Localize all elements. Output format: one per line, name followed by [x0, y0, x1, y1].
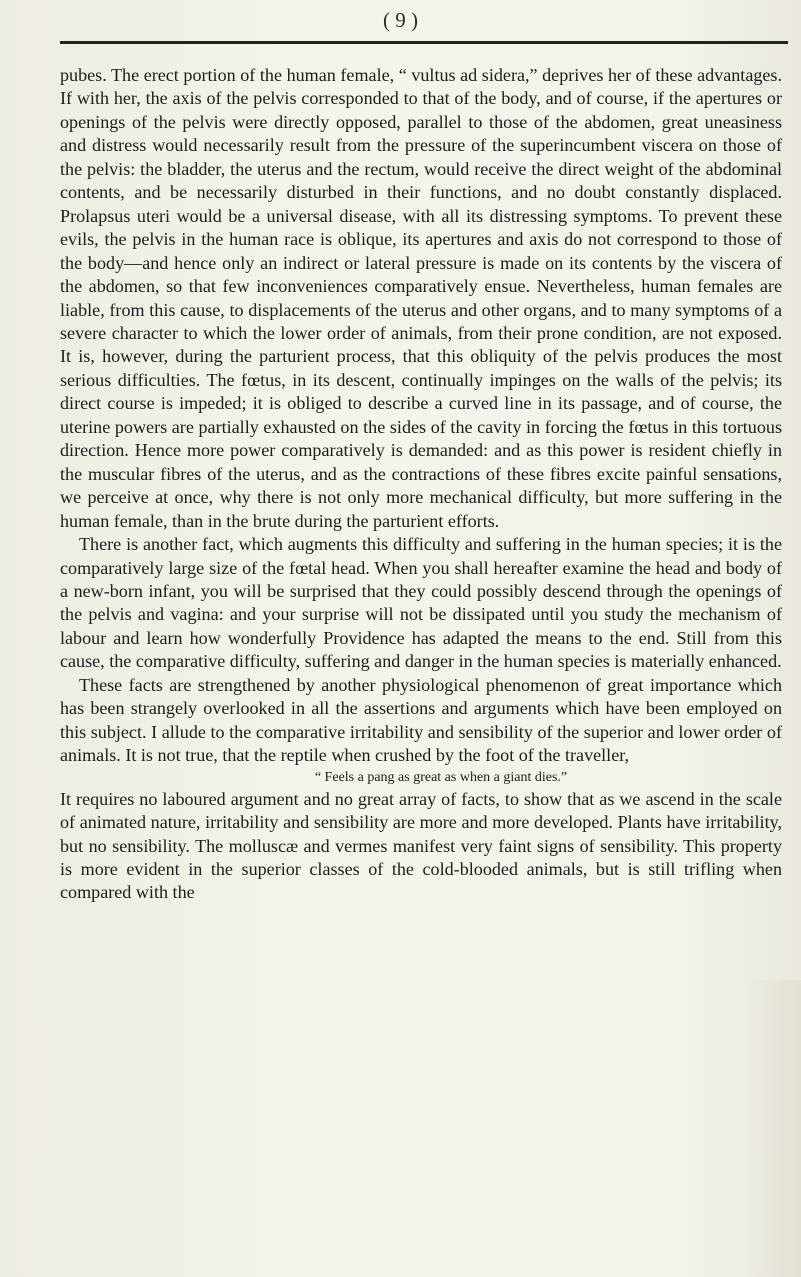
paragraph-4: It requires no laboured argument and no great array of facts, to show that as we ascend in the scale of animated nature, irritability and sensibility are more and more developed. Plants have irritability, but no sensibility. The molluscæ and vermes manifest very faint signs of sensibility. This property is more evident in the superior classes of the cold-blooded animals, but is still trifling when compared with the — [60, 788, 782, 903]
page-edge-shading — [741, 980, 801, 1277]
page-number: ( 9 ) — [383, 8, 418, 32]
quotation: “ Feels a pang as great as when a giant dies.” — [314, 769, 568, 785]
paragraph-1: pubes. The erect portion of the human female, “ vultus ad sidera,” deprives her of these advantages. If with her, the axis of the pelvis corresponded to that of the body, and of course, if the apertures or openings of the pelvis were directly opposed, parallel to those of the abdomen, great uneasiness and distress would necessarily result from the pressure of the superincumbent viscera on those of the pelvis: the bladder, the uterus and the rectum, would receive the direct weight of the abdominal contents, and be necessarily disturbed in their functions, and no doubt constantly displaced. Prolapsus uteri would be a universal disease, with all its distressing symptoms. To prevent these evils, the pelvis in the human race is oblique, its apertures and axis do not correspond to those of the body—and hence only an indirect or lateral pressure is made on its contents by the viscera of the abdomen, so that few inconveniences comparatively ensue. Nevertheless, human females are liable, from this cause, to displacements of the uterus and other organs, and to many symptoms of a severe character to which the lower order of animals, from their prone condition, are not exposed. It is, however, during the parturient process, that this obliquity of the pelvis produces the most serious difficulties. The fœtus, in its descent, continually impinges on the walls of the pelvis; its direct course is impeded; it is obliged to describe a curved line in its passage, and of course, the uterine powers are partially exhausted on the sides of the cavity in forcing the fœtus in this tortuous direction. Hence more power comparatively is demanded: and as this power is resident chiefly in the muscular fibres of the uterus, and as the contractions of these fibres excite painful sensations, we perceive at once, why there is not only more mechanical difficulty, but more suffering in the human female, than in the brute during the parturient efforts. — [60, 65, 782, 531]
header-rule — [60, 41, 788, 44]
page-body — [60, 64, 782, 905]
paragraph-3: These facts are strengthened by another physiological phenomenon of great importance which has been strangely overlooked in all the assertions and arguments which have been employed on this subject. I allude to the comparative irritability and sensibility of the superior and lower order of animals. It is not true, that the reptile when crushed by the foot of the traveller, — [60, 674, 782, 766]
paragraph-2: There is another fact, which augments this difficulty and suffering in the human species; it is the comparatively large size of the fœtal head. When you shall hereafter examine the head and body of a new-born infant, you will be surprised that they could possibly descend through the openings of the pelvis and vagina: and your surprise will not be dissipated until you study the mechanism of labour and learn how wonderfully Providence has adapted the means to the end. Still from this cause, the comparative difficulty, suffering and danger in the human species is materially enhanced. — [60, 534, 782, 672]
